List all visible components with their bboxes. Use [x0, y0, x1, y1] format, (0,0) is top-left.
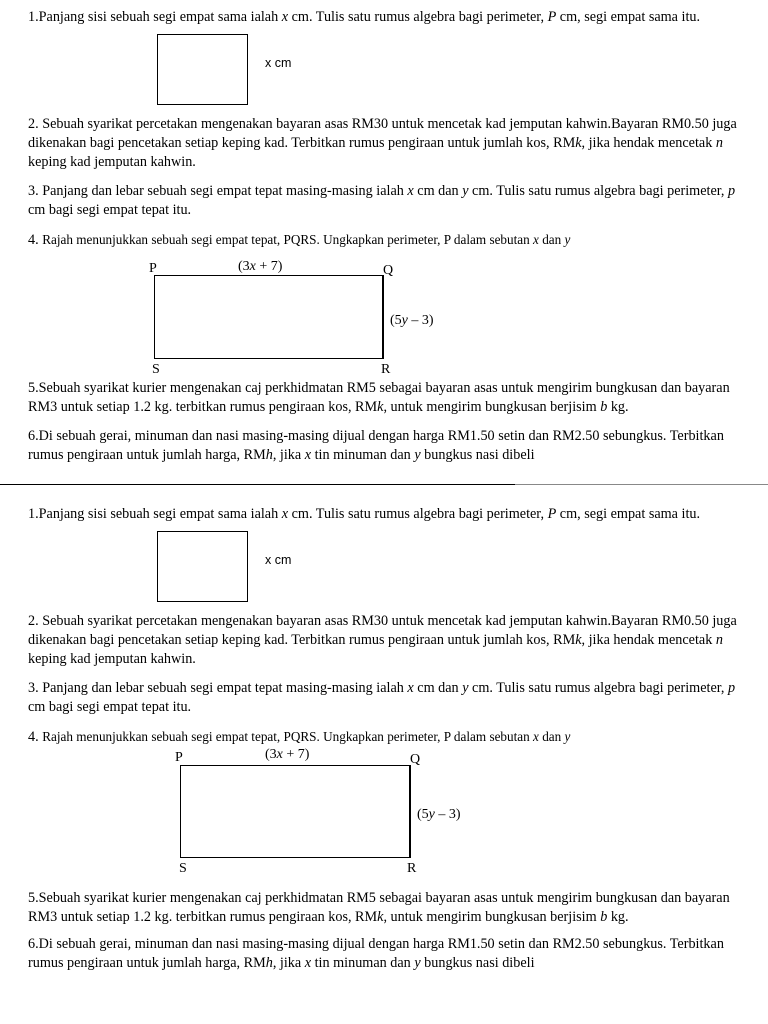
- question-6-text: 6.Di sebuah gerai, minuman dan nasi masing-masing dijual dengan harga RM1.50 setin dan RM2.50 sebungkus. Terbitkan rumus pengiraan untuk jumlah harga, RM: [28, 936, 724, 972]
- var-x: x: [281, 506, 289, 522]
- question-6-text: tin minuman dan: [311, 447, 415, 464]
- var-y: y: [564, 729, 571, 744]
- var-y: y: [462, 680, 469, 696]
- question-2-text: , jika hendak mencetak: [581, 632, 716, 649]
- question-1-text: cm, segi empat sama itu.: [556, 9, 701, 25]
- rectangle-pqrs: [154, 275, 384, 359]
- var-x: x: [304, 955, 312, 972]
- var-x: x: [533, 729, 539, 744]
- right-side-text: (5: [390, 313, 402, 328]
- top-side-label: [265, 747, 309, 763]
- question-5-text: kg.: [607, 909, 629, 926]
- var-x: x: [407, 183, 414, 199]
- question-3-text: cm dan: [413, 183, 463, 199]
- vertex-q-label: Q: [383, 263, 394, 278]
- question-4-text: Rajah menunjukkan sebuah segi empat tepat, PQRS. Ungkapkan perimeter, P dalam sebutan: [42, 729, 534, 744]
- question-1-text: 1.Panjang sisi sebuah segi empat sama ialah: [28, 9, 282, 25]
- question-6: [28, 427, 748, 465]
- question-6-text: , jika: [272, 447, 305, 464]
- right-side-text: – 3): [434, 807, 461, 822]
- vertex-r-label: R: [407, 861, 417, 876]
- question-2-text: keping kad jemputan kahwin.: [28, 154, 196, 171]
- var-P: P: [547, 9, 557, 25]
- vertex-r-label: R: [381, 362, 391, 377]
- question-1-text: 1.Panjang sisi sebuah segi empat sama ialah: [28, 506, 282, 522]
- question-3-text: 3. Panjang dan lebar sebuah segi empat tepat masing-masing ialah: [28, 680, 408, 696]
- right-side-text: (5: [417, 807, 429, 822]
- var-P: P: [547, 506, 557, 522]
- square-side-label: x cm: [265, 56, 292, 70]
- question-6-text: bungkus nasi dibeli: [420, 955, 535, 972]
- right-side-label: [417, 807, 461, 823]
- question-4-number: 4.: [28, 729, 43, 745]
- question-3-text: cm dan: [413, 680, 463, 696]
- var-y: y: [564, 232, 571, 247]
- question-3-text: cm bagi segi empat tepat itu.: [28, 202, 192, 219]
- var-x: x: [276, 747, 283, 762]
- var-k: k: [575, 135, 582, 152]
- question-4-number: 4.: [28, 232, 43, 248]
- question-5-text: , untuk mengirim bungkusan berjisim: [383, 399, 601, 416]
- var-x: x: [533, 232, 539, 247]
- question-6: [28, 935, 748, 973]
- var-k: k: [575, 632, 582, 649]
- var-n: n: [715, 632, 723, 649]
- question-1: [28, 8, 748, 27]
- question-2: [28, 612, 748, 670]
- square-diagram: [157, 531, 248, 602]
- question-4: [28, 727, 748, 747]
- var-k: k: [377, 909, 384, 926]
- var-h: h: [265, 447, 273, 464]
- question-6-text: bungkus nasi dibeli: [420, 447, 535, 464]
- question-1-text: cm. Tulis satu rumus algebra bagi perimeter,: [288, 506, 548, 522]
- top-side-text: (3: [238, 259, 250, 274]
- var-p: p: [728, 680, 736, 696]
- question-2-text: keping kad jemputan kahwin.: [28, 651, 196, 668]
- var-y: y: [414, 447, 421, 464]
- vertex-q-label: Q: [410, 752, 421, 767]
- vertex-p-label: P: [175, 750, 183, 765]
- section-divider-tail: [515, 484, 768, 485]
- question-4-text: Rajah menunjukkan sebuah segi empat tepat, PQRS. Ungkapkan perimeter, P dalam sebutan: [42, 232, 534, 247]
- var-y: y: [462, 183, 469, 199]
- vertex-s-label: S: [179, 861, 187, 876]
- var-h: h: [265, 955, 273, 972]
- var-p: p: [728, 183, 736, 199]
- question-2-text: 2. Sebuah syarikat percetakan mengenakan bayaran asas RM30 untuk mencetak kad jemputan kahwin.Bayaran RM0.50 juga dikenakan bagi pencetakan setiap keping kad. Terbitkan rumus pengiraan untuk jumlah kos, RM: [28, 613, 737, 649]
- question-5-text: 5.Sebuah syarikat kurier mengenakan caj perkhidmatan RM5 sebagai bayaran asas untuk mengirim bungkusan dan bayaran RM3 untuk setiap 1.2 kg. terbitkan rumus pengiraan kos, RM: [28, 380, 730, 416]
- question-4-text: dan: [538, 729, 565, 744]
- var-b: b: [600, 399, 608, 416]
- question-1-text: cm, segi empat sama itu.: [556, 506, 701, 522]
- var-y: y: [414, 955, 421, 972]
- var-x: x: [281, 9, 289, 25]
- question-5-text: , untuk mengirim bungkusan berjisim: [383, 909, 601, 926]
- top-side-text: + 7): [255, 259, 283, 274]
- top-side-text: + 7): [282, 747, 310, 762]
- question-1-text: cm. Tulis satu rumus algebra bagi perimeter,: [288, 9, 548, 25]
- var-x: x: [304, 447, 312, 464]
- question-3: [28, 182, 748, 220]
- question-3: [28, 679, 748, 717]
- question-5-text: kg.: [607, 399, 629, 416]
- question-2: [28, 115, 748, 173]
- square-side-label: x cm: [265, 553, 292, 567]
- question-1: [28, 505, 748, 524]
- question-2-text: , jika hendak mencetak: [581, 135, 716, 152]
- question-6-text: tin minuman dan: [311, 955, 415, 972]
- var-x: x: [249, 259, 256, 274]
- square-diagram: [157, 34, 248, 105]
- top-side-label: [238, 259, 282, 275]
- vertex-s-label: S: [152, 362, 160, 377]
- question-3-text: cm. Tulis satu rumus algebra bagi perimeter,: [468, 183, 728, 199]
- question-3-text: cm. Tulis satu rumus algebra bagi perimeter,: [468, 680, 728, 696]
- rectangle-pqrs: [180, 765, 411, 858]
- right-side-label: [390, 313, 434, 329]
- vertex-p-label: P: [149, 261, 157, 276]
- question-4-text: dan: [538, 232, 565, 247]
- top-side-text: (3: [265, 747, 277, 762]
- right-side-text: – 3): [407, 313, 434, 328]
- var-y: y: [428, 807, 435, 822]
- var-n: n: [715, 135, 723, 152]
- var-x: x: [407, 680, 414, 696]
- question-5: [28, 889, 748, 927]
- question-4: [28, 230, 748, 250]
- question-3-text: cm bagi segi empat tepat itu.: [28, 699, 192, 716]
- var-y: y: [401, 313, 408, 328]
- question-6-text: 6.Di sebuah gerai, minuman dan nasi masing-masing dijual dengan harga RM1.50 setin dan RM2.50 sebungkus. Terbitkan rumus pengiraan untuk jumlah harga, RM: [28, 428, 724, 464]
- question-2-text: 2. Sebuah syarikat percetakan mengenakan bayaran asas RM30 untuk mencetak kad jemputan kahwin.Bayaran RM0.50 juga dikenakan bagi pencetakan setiap keping kad. Terbitkan rumus pengiraan untuk jumlah kos, RM: [28, 116, 737, 152]
- question-5-text: 5.Sebuah syarikat kurier mengenakan caj perkhidmatan RM5 sebagai bayaran asas untuk mengirim bungkusan dan bayaran RM3 untuk setiap 1.2 kg. terbitkan rumus pengiraan kos, RM: [28, 890, 730, 926]
- var-k: k: [377, 399, 384, 416]
- var-b: b: [600, 909, 608, 926]
- question-3-text: 3. Panjang dan lebar sebuah segi empat tepat masing-masing ialah: [28, 183, 408, 199]
- question-6-text: , jika: [272, 955, 305, 972]
- question-5: [28, 379, 748, 417]
